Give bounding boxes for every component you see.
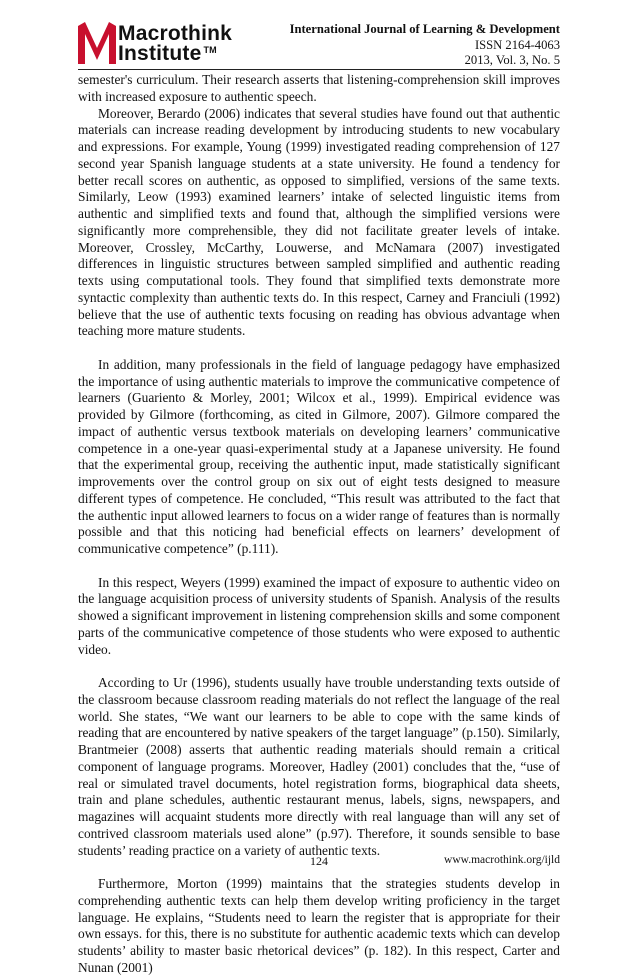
paragraph: In addition, many professionals in the field of language pedagogy have emphasized the importance of using authentic materials to improve the communicative competence of learners (Guariento & Morley, 2001; Wilcox et al., 1999). Empirical evidence was provided by Gilmore (forthcoming, as cited in Gilmore, 2007). Gilmore compared the impact of authentic versus textbook materials on developing learners’ communicative competence in a one-year quasi-experimental study at a Japanese university. He found that the experimental group, receiving the authentic input, made statistically significant improvements over the control group on six out of eight tests designed to measure different types of competence. He concluded, “This result was attributed to the fact that the authentic input allowed learners to focus on a wider range of features than is normally possible and that this noticing had beneficial effects on learners’ development of communicative competence” (p.111). [78, 356, 560, 556]
journal-info [290, 22, 560, 69]
footer-website: www.macrothink.org/ijld [444, 854, 560, 866]
journal-volume: 2013, Vol. 3, No. 5 [464, 53, 560, 67]
logo-text-line1: Macrothink [118, 22, 233, 45]
page-number: 124 [310, 854, 328, 868]
paragraph: Furthermore, Morton (1999) maintains that the strategies students develop in comprehending authentic texts can help them develop writing proficiency in the target language. He explains, “Students need to learn the register that is appropriate for their own essays. for this, there is no substitute for authentic academic texts which can develop students’ ability to master basic rhetorical devices” (p. 182). In this respect, Carter and Nunan (2001) [78, 876, 560, 975]
trademark-mark: TM [203, 45, 217, 55]
paragraph: semester's curriculum. Their research asserts that listening-comprehension skill improves with increased exposure to authentic speech. [78, 72, 560, 104]
paragraph: According to Ur (1996), students usually have trouble understanding texts outside of the classroom because classroom reading materials do not reflect the language of the real world. She states, “We want our learners to be able to cope with the same kinds of reading that are encountered by native speakers of the target language” (p.150). Similarly, Brantmeier (2008) asserts that authentic reading materials should remain a critical component of language programs. Moreover, Hadley (2001) concludes that the, “use of real or simulated travel documents, hotel registration forms, biographical data sheets, train and plane schedules, authentic restaurant menus, labels, signs, newspapers, and magazines will acquaint students more directly with real language than will any set of contrived classroom materials used alone” (p.97). Therefore, it sounds sensible to base students’ reading practice on a variety of authentic texts. [78, 675, 560, 858]
macrothink-m-icon [78, 22, 116, 64]
header-divider [78, 69, 560, 70]
article-body [78, 72, 560, 977]
journal-title: International Journal of Learning & Development [289, 22, 560, 36]
paragraph: In this respect, Weyers (1999) examined the impact of exposure to authentic video on the language acquisition process of university students of Spanish. Analysis of the results showed a significant improvement in listening comprehension skills and some component parts of the communicative competence of those students who were exposed to authentic video. [78, 574, 560, 657]
paragraph: Moreover, Berardo (2006) indicates that several studies have found out that authentic materials can increase reading development by introducing students to new vocabulary and expressions. For example, Young (1999) investigated reading comprehension of 127 second year Spanish language students at a state university. He found a tendency for better recall scores on authentic, as opposed to simplified, versions of the same texts. Similarly, Leow (1993) examined learners’ intake of selected linguistic items from authentic and simplified texts and found that, although the simplified versions were significantly more comprehensible, they did not facilitate greater levels of intake. Moreover, Crossley, McCarthy, Louwerse, and McNamara (2007) investigated differences in linguistic structures between sampled simplified and authentic reading texts using computational tools. They found that simplified texts demonstrate more syntactic complexity than authentic texts do. In this respect, Carney and Franciuli (1992) believe that the use of authentic texts focusing on reading has obvious advantage when teaching more mature students. [78, 105, 560, 339]
logo-text-line2: Institute ™ [118, 42, 217, 65]
journal-issn: ISSN 2164-4063 [474, 37, 560, 52]
publisher-logo [78, 22, 268, 64]
